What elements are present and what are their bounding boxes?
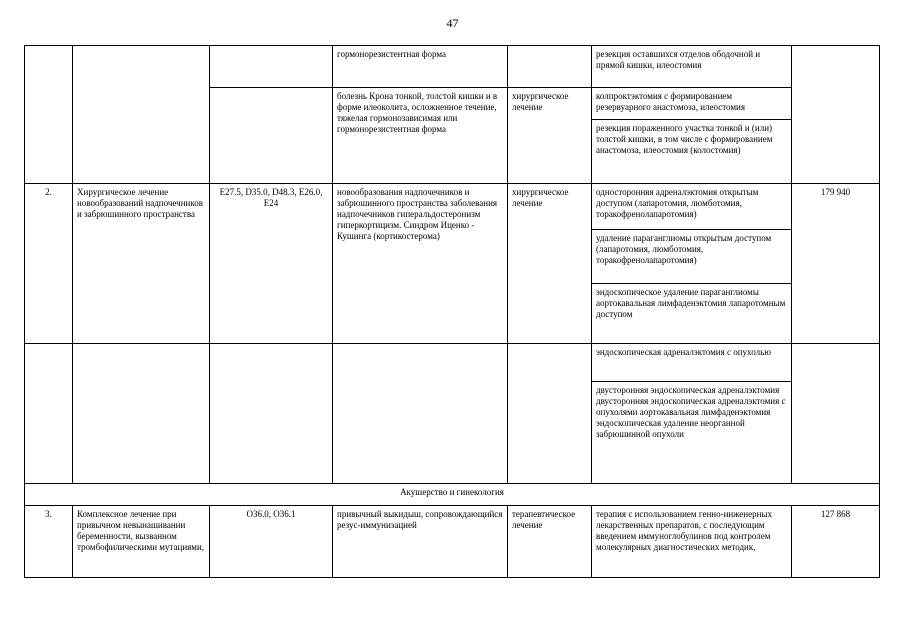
num-cell: [25, 344, 73, 484]
name-cell: [73, 344, 210, 484]
method-cell: колпроктэктомия с формированием резервуарного анастомоза, илеостомия: [592, 88, 792, 120]
type-cell: хирургическое лечение: [508, 184, 592, 344]
table-row: [25, 344, 880, 382]
procedures-table: [24, 45, 880, 578]
num-cell: 2.: [25, 184, 73, 344]
method-cell: эндоскопическая адреналэктомия с опухолью: [592, 344, 792, 382]
table-row: [25, 506, 880, 578]
num-cell: [25, 46, 73, 184]
cost-cell: [792, 46, 880, 184]
model-cell: гормонорезистентная форма: [333, 46, 508, 88]
codes-cell: E27.5, D35.0, D48.3, E26.0, E24: [210, 184, 333, 344]
section-title: Акушерство и гинекология: [25, 484, 880, 506]
page-number: 47: [446, 16, 459, 30]
codes-cell: [210, 88, 333, 184]
type-cell: [508, 344, 592, 484]
codes-cell: O36.0, O36.1: [210, 506, 333, 578]
table-row: [25, 184, 880, 230]
codes-cell: [210, 46, 333, 88]
type-cell: терапевтическое лечение: [508, 506, 592, 578]
model-cell: болезнь Крона тонкой, толстой кишки и в форме илеоколита, осложненное течение, тяжелая гормонозависимая или гормонорезистентная форма: [333, 88, 508, 184]
method-cell: терапия с использованием генно-инженерных лекарственных препаратов, с последующим введением иммуноглобулинов под контролем молекулярных диагностических методик,: [592, 506, 792, 578]
name-cell: [73, 46, 210, 184]
codes-cell: [210, 344, 333, 484]
model-cell: привычный выкидыш, сопровождающийся резус-иммунизацией: [333, 506, 508, 578]
model-cell: [333, 344, 508, 484]
name-cell: Комплексное лечение при привычном невынашивании беременности, вызванном тромбофилическими мутациями,: [73, 506, 210, 578]
method-cell: двусторонняя эндоскопическая адреналэктомия двусторонняя эндоскопическая адреналэктомия с опухолями аортокавальная лимфаденэктомия эндоскопическая удаление неорганной забрюшинной опухоли: [592, 382, 792, 484]
method-cell: резекция оставшихся отделов ободочной и прямой кишки, илеостомия: [592, 46, 792, 88]
num-cell: 3.: [25, 506, 73, 578]
method-cell: односторонняя адреналэктомия открытым доступом (лапаротомия, люмботомия, торакофренолапаротомия): [592, 184, 792, 230]
model-cell: новообразования надпочечников и забрюшинного пространства заболевания надпочечников гиперальдостеронизм гиперкортицизм. Синдром Иценко - Кушинга (кортикостерома): [333, 184, 508, 344]
cost-cell: 127 868: [792, 506, 880, 578]
cost-cell: [792, 344, 880, 484]
cost-cell: 179 940: [792, 184, 880, 344]
method-cell: удаление параганглиомы открытым доступом (лапаротомия, люмботомия, торакофренолапаротомия): [592, 230, 792, 284]
section-row: [25, 484, 880, 506]
type-cell: хирургическое лечение: [508, 88, 592, 184]
method-cell: эндоскопическое удаление параганглиомы аортокавальная лимфаденэктомия лапаротомным доступом: [592, 284, 792, 344]
type-cell: [508, 46, 592, 88]
method-cell: резекция пораженного участка тонкой и (или) толстой кишки, в том числе с формированием анастомоза, илеостомия (колостомия): [592, 120, 792, 184]
table-row: [25, 46, 880, 88]
name-cell: Хирургическое лечение новообразований надпочечников и забрюшинного пространства: [73, 184, 210, 344]
